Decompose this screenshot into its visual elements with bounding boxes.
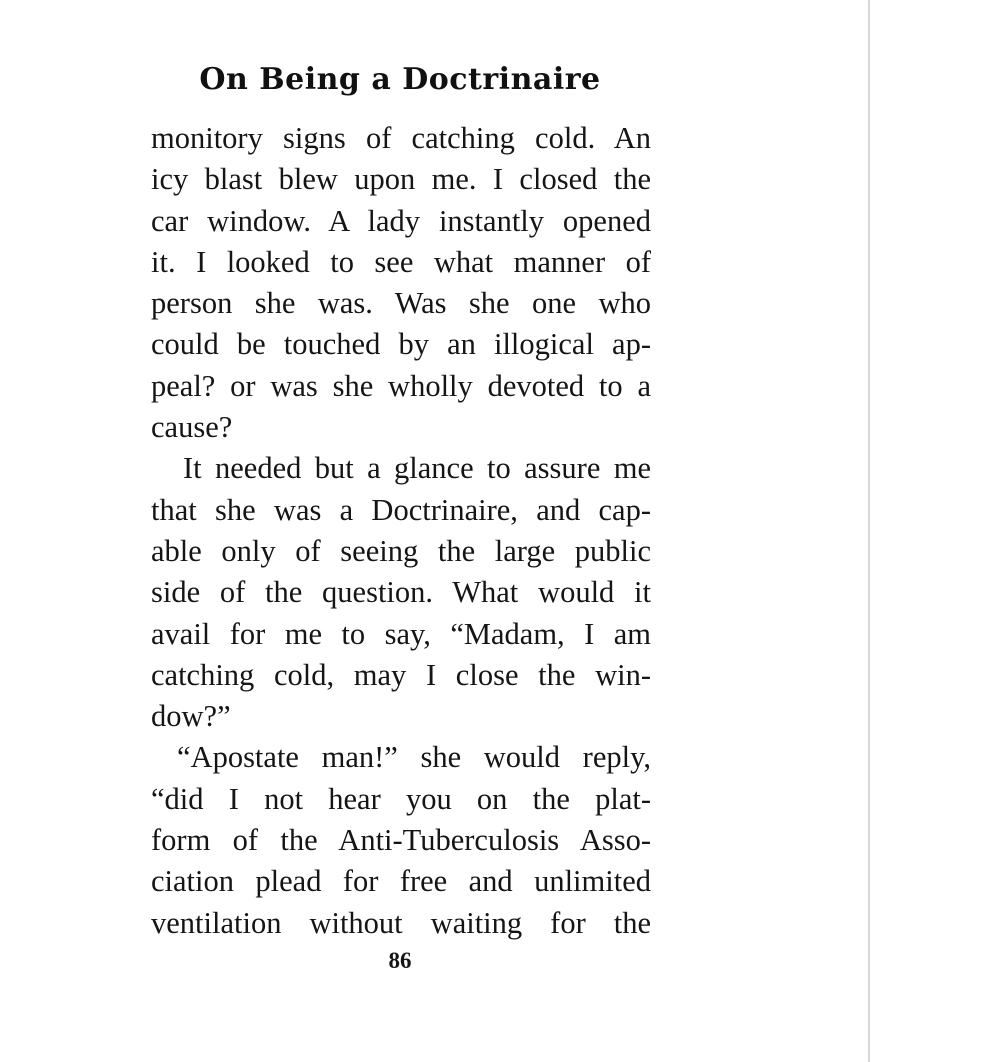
text-line: able only of seeing the large public <box>151 533 651 568</box>
text-line: monitory signs of catching cold. An <box>151 121 651 155</box>
text-line: It needed but a glance to assure me <box>183 451 651 486</box>
text-line: ciation plead for free and unlimited <box>151 864 651 899</box>
page-edge-divider <box>868 0 870 1062</box>
text-line: could be touched by an illogical ap- <box>151 327 651 362</box>
body-text <box>151 118 651 944</box>
paragraph-2 <box>151 448 651 737</box>
text-line: car window. A lady instantly opened <box>151 203 651 238</box>
text-line: ventilation without waiting for the <box>151 905 651 940</box>
text-line: peal? or was she wholly devoted to a <box>151 368 651 403</box>
text-line: avail for me to say, “Madam, I am <box>151 616 651 651</box>
text-line: cause? <box>151 410 233 445</box>
text-line: that she was a Doctrinaire, and cap- <box>151 492 651 527</box>
text-line: icy blast blew upon me. I closed the <box>151 162 651 197</box>
text-line: it. I looked to see what manner of <box>151 244 651 279</box>
running-head: On Being a Doctrinaire <box>199 62 601 97</box>
text-line: catching cold, may I close the win- <box>151 657 651 692</box>
paragraph-3 <box>151 737 651 943</box>
text-line: “did I not hear you on the plat- <box>151 781 651 816</box>
text-line: “Apostate man!” she would reply, <box>177 740 651 775</box>
text-line: form of the Anti-Tuberculosis Asso- <box>151 823 651 858</box>
text-line: dow?” <box>151 699 231 734</box>
page-number: 86 <box>388 948 412 973</box>
text-line: person she was. Was she one who <box>151 286 651 321</box>
paragraph-1 <box>151 118 651 448</box>
text-line: side of the question. What would it <box>151 575 651 610</box>
